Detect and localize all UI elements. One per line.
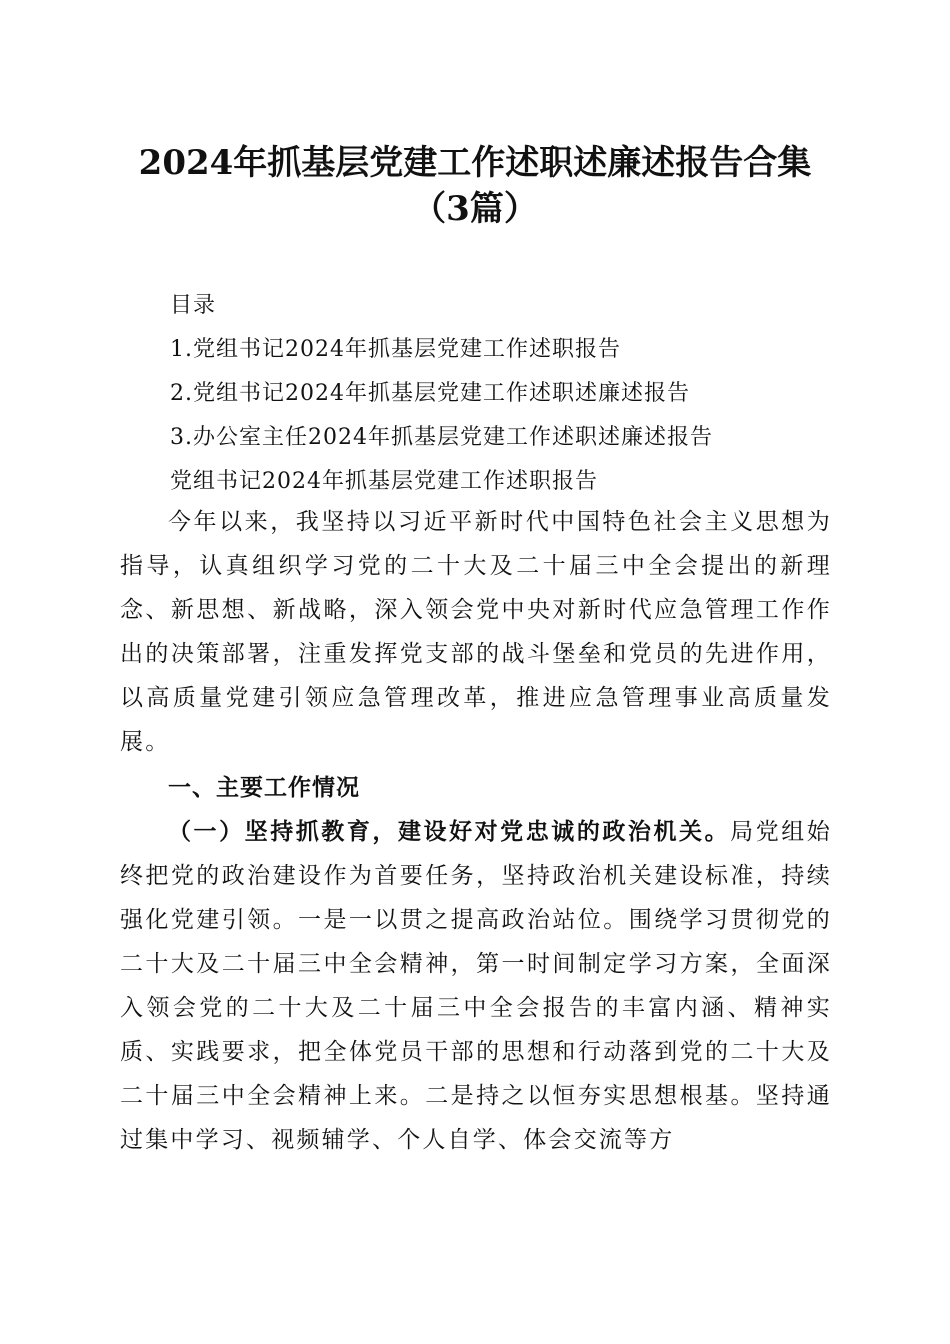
intro-paragraph: 今年以来，我坚持以习近平新时代中国特色社会主义思想为指导，认真组织学习党的二十大及二十届三中全会提出的新理念、新思想、新战略，深入领会党中央对新时代应急管理工作作出的决策部署，注重发挥党支部的战斗堡垒和党员的先进作用，以高质量党建引领应急管理改革，推进应急管理事业高质量发展。 [120, 509, 832, 755]
document-subtitle: （3篇） [412, 189, 538, 229]
table-of-contents [170, 284, 870, 504]
toc-item: 1.党组书记2024年抓基层党建工作述职报告 [170, 337, 621, 362]
document-title: 2024年抓基层党建工作述职述廉述报告合集 [138, 143, 812, 183]
section-paragraph [120, 810, 832, 1162]
toc-label: 目录 [170, 293, 217, 318]
article-title: 党组书记2024年抓基层党建工作述职报告 [170, 469, 598, 494]
toc-item: 2.党组书记2024年抓基层党建工作述职述廉述报告 [170, 381, 690, 406]
toc-item: 3.办公室主任2024年抓基层党建工作述职述廉述报告 [170, 425, 713, 450]
subsection-body: 局党组始终把党的政治建设作为首要任务，坚持政治机关建设标准，持续强化党建引领。一是一以贯之提高政治站位。围绕学习贯彻党的二十大及二十届三中全会精神，第一时间制定学习方案，全面深入领会党的二十大及二十届三中全会报告的丰富内涵、精神实质、实践要求，把全体党员干部的思想和行动落到党的二十大及二十届三中全会精神上来。二是持之以恒夯实思想根基。坚持通过集中学习、视频辅学、个人自学、体会交流等方 [120, 819, 832, 1153]
subsection-heading: （一）坚持抓教育，建设好对党忠诚的政治机关。 [168, 819, 731, 845]
section-heading: 一、主要工作情况 [168, 775, 360, 801]
